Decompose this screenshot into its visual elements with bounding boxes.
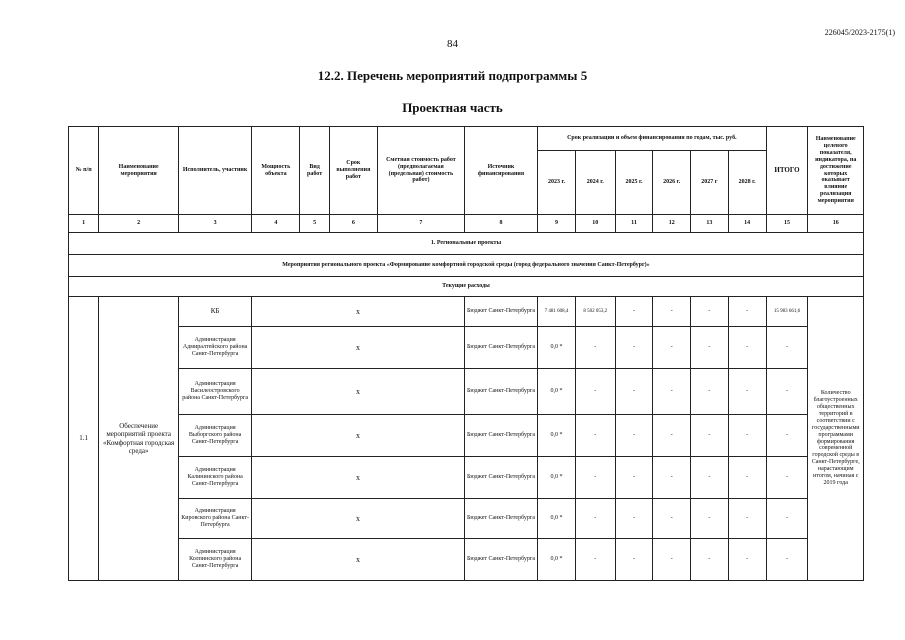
value-2025: - (615, 499, 653, 539)
item-name: Обеспечение мероприятий проекта «Комфортная городская среда» (99, 297, 179, 581)
value-2028: - (728, 415, 766, 457)
total-cell: 15 983 661,6 (766, 297, 808, 327)
column-number: 5 (300, 215, 329, 233)
estimate-cell: х (252, 369, 465, 415)
executor-cell: Администрация Калининского района Санкт-Петербурга (178, 457, 251, 499)
value-2027: - (691, 539, 729, 581)
value-2024: - (575, 415, 615, 457)
value-2027: - (691, 369, 729, 415)
value-2027: - (691, 327, 729, 369)
value-2026: - (653, 457, 691, 499)
header-num: № п/п (69, 127, 99, 215)
column-number: 4 (252, 215, 300, 233)
estimate-cell: х (252, 327, 465, 369)
header-work-type: Вид работ (300, 127, 329, 215)
table-row (69, 297, 864, 327)
value-2027: - (691, 499, 729, 539)
value-2028: - (728, 369, 766, 415)
estimate-cell: х (252, 499, 465, 539)
column-number: 6 (329, 215, 377, 233)
column-number: 8 (464, 215, 537, 233)
subsection-title: Текущие расходы (69, 277, 864, 297)
value-2025: - (615, 327, 653, 369)
column-number: 2 (99, 215, 179, 233)
total-cell: - (766, 327, 808, 369)
header-year-2028: 2028 г. (728, 151, 766, 215)
header-name: Наименование мероприятия (99, 127, 179, 215)
header-total: ИТОГО (766, 127, 808, 215)
document-number: 226045/2023-2175(1) (824, 28, 895, 37)
source-cell: Бюджет Санкт-Петербурга (464, 499, 537, 539)
column-number: 11 (615, 215, 653, 233)
value-2028: - (728, 457, 766, 499)
value-2028: - (728, 327, 766, 369)
source-cell: Бюджет Санкт-Петербурга (464, 457, 537, 499)
value-2026: - (653, 327, 691, 369)
value-2024: - (575, 327, 615, 369)
table-row (69, 499, 864, 539)
table-row (69, 415, 864, 457)
total-cell: - (766, 369, 808, 415)
executor-cell: Администрация Кировского района Санкт-Петербурга (178, 499, 251, 539)
value-2023: 0,0 * (538, 327, 576, 369)
header-indicator: Наименование целевого показателя, индикатора, на достижение которых оказывает влияние реализация мероприятия (808, 127, 864, 215)
measures-table (68, 126, 864, 581)
executor-cell: КБ (178, 297, 251, 327)
total-cell: - (766, 415, 808, 457)
value-2024: - (575, 499, 615, 539)
section-title: 1. Региональные проекты (69, 233, 864, 255)
value-2028: - (728, 539, 766, 581)
column-number: 16 (808, 215, 864, 233)
value-2024: - (575, 539, 615, 581)
header-capacity: Мощность объекта (252, 127, 300, 215)
value-2023: 7 481 608,4 (538, 297, 576, 327)
executor-cell: Администрация Колпинского района Санкт-Петербурга (178, 539, 251, 581)
table-row (69, 457, 864, 499)
column-number: 10 (575, 215, 615, 233)
page-subtitle: Проектная часть (402, 100, 503, 115)
indicator-cell: Количество благоустроенных общественных территорий в соответствии с государственными программами формирования современной городской среды в Санкт-Петербурге, нарастающим итогом, начиная с 2019 года (808, 297, 864, 581)
value-2023: 0,0 * (538, 369, 576, 415)
total-cell: - (766, 499, 808, 539)
header-estimate: Сметная стоимость работ (предполагаемая (предельная) стоимость работ) (377, 127, 464, 215)
value-2026: - (653, 499, 691, 539)
value-2025: - (615, 415, 653, 457)
header-year-2025: 2025 г. (615, 151, 653, 215)
value-2027: - (691, 415, 729, 457)
header-year-2024: 2024 г. (575, 151, 615, 215)
column-number: 15 (766, 215, 808, 233)
value-2025: - (615, 297, 653, 327)
value-2023: 0,0 * (538, 415, 576, 457)
table-row (69, 369, 864, 415)
header-funding-group: Срок реализации и объем финансирования по годам, тыс. руб. (538, 127, 766, 151)
value-2026: - (653, 415, 691, 457)
value-2024: - (575, 457, 615, 499)
value-2024: 8 502 053,2 (575, 297, 615, 327)
column-number: 9 (538, 215, 576, 233)
header-year-2023: 2023 г. (538, 151, 576, 215)
page-number: 84 (447, 38, 458, 50)
executor-cell: Администрация Выборгского района Санкт-Петербурга (178, 415, 251, 457)
header-executor: Исполнитель, участник (178, 127, 251, 215)
value-2027: - (691, 457, 729, 499)
column-number: 7 (377, 215, 464, 233)
estimate-cell: х (252, 415, 465, 457)
executor-cell: Администрация Адмиралтейского района Санкт-Петербурга (178, 327, 251, 369)
project-title: Мероприятия регионального проекта «Формирование комфортной городской среды (город федерального значения Санкт-Петербург)» (69, 255, 864, 277)
estimate-cell: х (252, 297, 465, 327)
value-2025: - (615, 369, 653, 415)
value-2023: 0,0 * (538, 457, 576, 499)
column-number: 1 (69, 215, 99, 233)
executor-cell: Администрация Василеостровского района Санкт-Петербурга (178, 369, 251, 415)
source-cell: Бюджет Санкт-Петербурга (464, 297, 537, 327)
value-2026: - (653, 369, 691, 415)
value-2028: - (728, 499, 766, 539)
value-2024: - (575, 369, 615, 415)
column-number: 13 (691, 215, 729, 233)
item-number: 1.1 (69, 297, 99, 581)
total-cell: - (766, 539, 808, 581)
column-number: 12 (653, 215, 691, 233)
source-cell: Бюджет Санкт-Петербурга (464, 369, 537, 415)
source-cell: Бюджет Санкт-Петербурга (464, 415, 537, 457)
value-2023: 0,0 * (538, 539, 576, 581)
value-2028: - (728, 297, 766, 327)
table-row (69, 539, 864, 581)
page-title: 12.2. Перечень мероприятий подпрограммы 5 (317, 68, 588, 83)
value-2023: 0,0 * (538, 499, 576, 539)
value-2026: - (653, 297, 691, 327)
value-2027: - (691, 297, 729, 327)
value-2025: - (615, 539, 653, 581)
column-number: 3 (178, 215, 251, 233)
header-year-2027: 2027 г (691, 151, 729, 215)
estimate-cell: х (252, 539, 465, 581)
value-2025: - (615, 457, 653, 499)
header-year-2026: 2026 г. (653, 151, 691, 215)
source-cell: Бюджет Санкт-Петербурга (464, 327, 537, 369)
source-cell: Бюджет Санкт-Петербурга (464, 539, 537, 581)
column-number: 14 (728, 215, 766, 233)
estimate-cell: х (252, 457, 465, 499)
total-cell: - (766, 457, 808, 499)
column-number-row (69, 215, 864, 233)
header-source: Источник финансирования (464, 127, 537, 215)
header-period: Срок выполнения работ (329, 127, 377, 215)
table-row (69, 327, 864, 369)
value-2026: - (653, 539, 691, 581)
